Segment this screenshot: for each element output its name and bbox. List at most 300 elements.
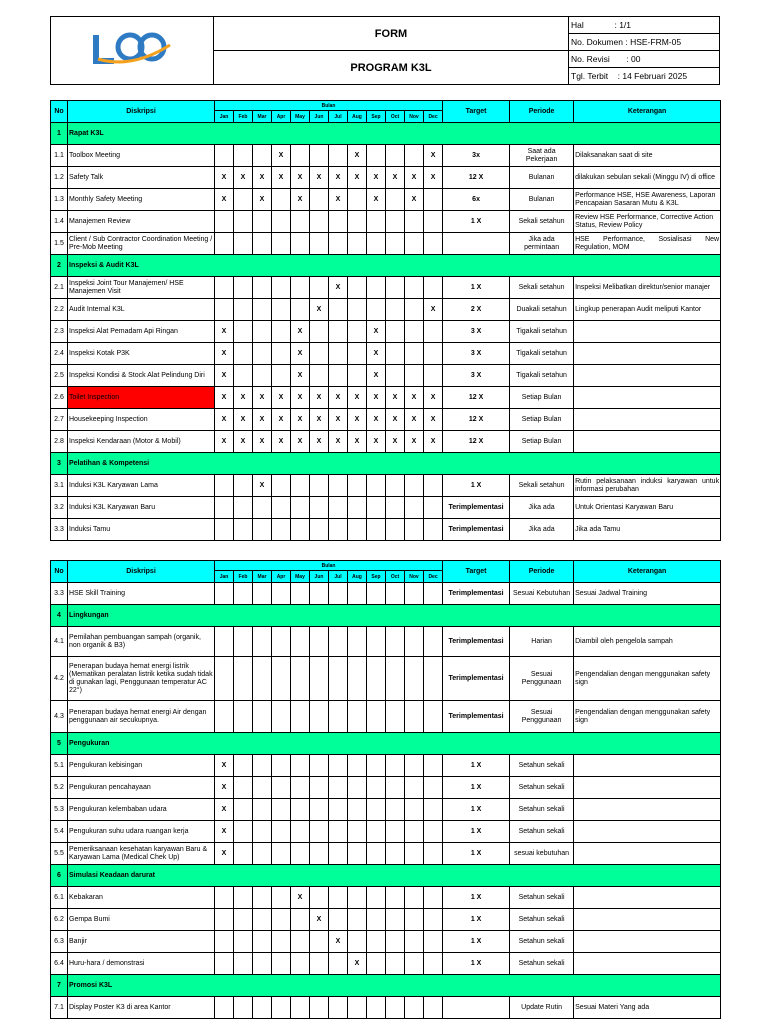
month-cell-apr: X <box>272 145 291 167</box>
item-number: 5.1 <box>51 755 68 777</box>
month-cell-sep <box>367 843 386 865</box>
month-cell-may <box>291 583 310 605</box>
item-target: 1 X <box>443 931 510 953</box>
item-keterangan <box>574 953 721 975</box>
month-cell-feb <box>234 953 253 975</box>
month-cell-aug <box>348 627 367 657</box>
month-cell-jul <box>329 701 348 733</box>
item-keterangan <box>574 387 721 409</box>
month-cell-oct <box>386 777 405 799</box>
month-cell-sep <box>367 931 386 953</box>
month-cell-dec <box>424 497 443 519</box>
item-target <box>443 233 510 255</box>
col-header-month-sep: Sep <box>367 111 386 123</box>
t2-item-row <box>51 627 721 657</box>
month-cell-sep: X <box>367 387 386 409</box>
month-cell-feb <box>234 931 253 953</box>
item-description: Inspeksi Kondisi & Stock Alat Pelindung Diri <box>68 365 215 387</box>
month-cell-jul <box>329 657 348 701</box>
month-cell-mar <box>253 953 272 975</box>
month-cell-feb <box>234 701 253 733</box>
item-target: 1 X <box>443 277 510 299</box>
item-description: Toolbox Meeting <box>68 145 215 167</box>
month-cell-jan <box>215 701 234 733</box>
item-periode: Sesuai Penggunaan <box>510 657 574 701</box>
month-cell-apr <box>272 701 291 733</box>
month-cell-aug <box>348 931 367 953</box>
month-cell-jun <box>310 583 329 605</box>
month-cell-oct <box>386 931 405 953</box>
month-cell-jun <box>310 777 329 799</box>
item-periode: Setahun sekali <box>510 909 574 931</box>
month-cell-apr <box>272 299 291 321</box>
month-cell-sep: X <box>367 321 386 343</box>
month-cell-mar <box>253 799 272 821</box>
month-cell-nov <box>405 777 424 799</box>
item-keterangan: Rutin pelaksanaan induksi karyawan untuk informasi perubahan <box>574 475 721 497</box>
item-keterangan: Pengendalian dengan menggunakan safety sign <box>574 701 721 733</box>
month-cell-dec <box>424 799 443 821</box>
item-target: 3 X <box>443 365 510 387</box>
item-target: 1 X <box>443 887 510 909</box>
month-cell-jul: X <box>329 167 348 189</box>
month-cell-dec <box>424 843 443 865</box>
month-cell-jul <box>329 755 348 777</box>
month-cell-feb <box>234 321 253 343</box>
month-cell-aug <box>348 583 367 605</box>
item-periode: Setahun sekali <box>510 799 574 821</box>
month-cell-dec <box>424 657 443 701</box>
item-keterangan <box>574 777 721 799</box>
month-cell-jun <box>310 701 329 733</box>
month-cell-nov: X <box>405 387 424 409</box>
month-cell-nov <box>405 475 424 497</box>
month-cell-oct <box>386 953 405 975</box>
month-cell-apr <box>272 321 291 343</box>
item-description: Penerapan budaya hemat energi Air dengan penggunaan air secukupnya. <box>68 701 215 733</box>
item-number: 6.3 <box>51 931 68 953</box>
month-cell-mar: X <box>253 189 272 211</box>
month-cell-jun <box>310 497 329 519</box>
month-cell-feb <box>234 755 253 777</box>
month-cell-aug <box>348 519 367 541</box>
item-periode: Setahun sekali <box>510 755 574 777</box>
section-title: Simulasi Keadaan darurat <box>68 865 721 887</box>
month-cell-mar <box>253 343 272 365</box>
item-keterangan: Inspeksi Melibatkan direktur/senior manajer <box>574 277 721 299</box>
month-cell-sep <box>367 519 386 541</box>
col-header-bulan: Bulan <box>215 561 443 571</box>
month-cell-apr <box>272 953 291 975</box>
item-number: 1.5 <box>51 233 68 255</box>
month-cell-oct <box>386 519 405 541</box>
month-cell-nov <box>405 583 424 605</box>
month-cell-nov <box>405 321 424 343</box>
item-target: 12 X <box>443 431 510 453</box>
month-cell-apr: X <box>272 167 291 189</box>
col-header-no: No <box>51 101 68 123</box>
month-cell-may <box>291 777 310 799</box>
month-cell-jan: X <box>215 821 234 843</box>
item-description: Penerapan budaya hemat energi listrik (Mematikan peralatan listrik ketika sudah tidak di gunakan lagi, Penggunaan temperatur AC 22°) <box>68 657 215 701</box>
month-cell-jul: X <box>329 189 348 211</box>
item-periode: Setahun sekali <box>510 777 574 799</box>
document-header <box>50 16 719 85</box>
item-periode: Tigakali setahun <box>510 365 574 387</box>
month-cell-jan <box>215 583 234 605</box>
month-cell-feb <box>234 299 253 321</box>
month-cell-apr <box>272 233 291 255</box>
t1-item-row <box>51 189 721 211</box>
col-header-month-jun: Jun <box>310 571 329 583</box>
section-number: 2 <box>51 255 68 277</box>
month-cell-apr <box>272 777 291 799</box>
month-cell-oct <box>386 365 405 387</box>
month-cell-apr <box>272 997 291 1019</box>
month-cell-oct <box>386 343 405 365</box>
month-cell-dec <box>424 277 443 299</box>
item-number: 1.2 <box>51 167 68 189</box>
item-periode: sesuai kebutuhan <box>510 843 574 865</box>
month-cell-mar <box>253 657 272 701</box>
month-cell-jul <box>329 497 348 519</box>
item-periode: Sekali setahun <box>510 277 574 299</box>
month-cell-jun <box>310 321 329 343</box>
month-cell-dec <box>424 211 443 233</box>
item-target: Terimplementasi <box>443 701 510 733</box>
item-periode: Update Rutin <box>510 997 574 1019</box>
month-cell-mar: X <box>253 167 272 189</box>
month-cell-apr <box>272 277 291 299</box>
month-cell-may <box>291 211 310 233</box>
month-cell-jan <box>215 475 234 497</box>
month-cell-dec: X <box>424 145 443 167</box>
month-cell-feb <box>234 277 253 299</box>
month-cell-nov <box>405 953 424 975</box>
month-cell-aug <box>348 321 367 343</box>
month-cell-oct <box>386 321 405 343</box>
month-cell-jun: X <box>310 409 329 431</box>
item-number: 5.3 <box>51 799 68 821</box>
month-cell-dec <box>424 233 443 255</box>
item-number: 2.1 <box>51 277 68 299</box>
col-header-month-apr: Apr <box>272 571 291 583</box>
month-cell-feb <box>234 211 253 233</box>
month-cell-aug <box>348 887 367 909</box>
month-cell-nov <box>405 145 424 167</box>
item-description: Inspeksi Joint Tour Manajemen/ HSE Manajemen Visit <box>68 277 215 299</box>
section-title: Lingkungan <box>68 605 721 627</box>
section-title: Pengukuran <box>68 733 721 755</box>
month-cell-jan <box>215 211 234 233</box>
month-cell-jun <box>310 887 329 909</box>
month-cell-mar <box>253 145 272 167</box>
month-cell-apr <box>272 475 291 497</box>
month-cell-mar <box>253 365 272 387</box>
item-target: 12 X <box>443 167 510 189</box>
month-cell-mar <box>253 627 272 657</box>
item-description: Client / Sub Contractor Coordination Meeting / Pre-Mob Meeting <box>68 233 215 255</box>
col-header-month-dec: Dec <box>424 571 443 583</box>
month-cell-nov <box>405 277 424 299</box>
item-description: Pengukuran suhu udara ruangan kerja <box>68 821 215 843</box>
month-cell-nov <box>405 497 424 519</box>
col-header-diskripsi: Diskripsi <box>68 561 215 583</box>
item-periode: Sesuai Kebutuhan <box>510 583 574 605</box>
month-cell-oct <box>386 997 405 1019</box>
item-description: Pengukuran pencahayaan <box>68 777 215 799</box>
item-target: 1 X <box>443 475 510 497</box>
section-number: 6 <box>51 865 68 887</box>
month-cell-sep <box>367 277 386 299</box>
month-cell-may <box>291 701 310 733</box>
item-number: 2.2 <box>51 299 68 321</box>
month-cell-jun <box>310 627 329 657</box>
item-number: 2.5 <box>51 365 68 387</box>
item-keterangan <box>574 909 721 931</box>
month-cell-feb <box>234 365 253 387</box>
item-target: Terimplementasi <box>443 627 510 657</box>
t1-item-row <box>51 277 721 299</box>
month-cell-dec <box>424 627 443 657</box>
month-cell-jan: X <box>215 777 234 799</box>
col-header-month-mar: Mar <box>253 111 272 123</box>
item-description: HSE Skill Training <box>68 583 215 605</box>
t1-item-row <box>51 321 721 343</box>
month-cell-apr <box>272 519 291 541</box>
month-cell-sep <box>367 583 386 605</box>
month-cell-apr <box>272 821 291 843</box>
month-cell-jun <box>310 343 329 365</box>
month-cell-may <box>291 821 310 843</box>
month-cell-feb <box>234 343 253 365</box>
item-number: 3.2 <box>51 497 68 519</box>
month-cell-apr <box>272 343 291 365</box>
month-cell-jan: X <box>215 755 234 777</box>
month-cell-jun: X <box>310 167 329 189</box>
month-cell-sep <box>367 821 386 843</box>
t1-item-row <box>51 365 721 387</box>
section-title: Pelatihan & Kompetensi <box>68 453 721 475</box>
t2-item-row <box>51 701 721 733</box>
item-number: 5.5 <box>51 843 68 865</box>
month-cell-feb <box>234 519 253 541</box>
item-keterangan: dilakukan sebulan sekali (Minggu IV) di office <box>574 167 721 189</box>
item-target: 1 X <box>443 211 510 233</box>
month-cell-sep <box>367 299 386 321</box>
month-cell-jul: X <box>329 431 348 453</box>
month-cell-dec <box>424 583 443 605</box>
month-cell-dec <box>424 953 443 975</box>
month-cell-dec <box>424 343 443 365</box>
month-cell-dec <box>424 997 443 1019</box>
t1-item-row <box>51 497 721 519</box>
month-cell-jan <box>215 277 234 299</box>
item-target: Terimplementasi <box>443 519 510 541</box>
item-description: Huru-hara / demonstrasi <box>68 953 215 975</box>
item-keterangan: Pengendalian dengan menggunakan safety sign <box>574 657 721 701</box>
month-cell-apr <box>272 583 291 605</box>
month-cell-nov <box>405 627 424 657</box>
item-number: 4.2 <box>51 657 68 701</box>
month-cell-aug <box>348 755 367 777</box>
t2-item-row <box>51 909 721 931</box>
item-keterangan <box>574 931 721 953</box>
month-cell-dec <box>424 189 443 211</box>
month-cell-apr <box>272 497 291 519</box>
month-cell-may <box>291 519 310 541</box>
month-cell-nov <box>405 299 424 321</box>
month-cell-feb <box>234 233 253 255</box>
month-cell-jan <box>215 953 234 975</box>
month-cell-apr <box>272 909 291 931</box>
month-cell-mar <box>253 821 272 843</box>
item-target <box>443 997 510 1019</box>
month-cell-dec: X <box>424 409 443 431</box>
col-header-month-aug: Aug <box>348 571 367 583</box>
month-cell-jan: X <box>215 365 234 387</box>
month-cell-feb: X <box>234 387 253 409</box>
month-cell-jul: X <box>329 277 348 299</box>
month-cell-jun <box>310 997 329 1019</box>
month-cell-aug <box>348 997 367 1019</box>
month-cell-sep <box>367 799 386 821</box>
month-cell-apr: X <box>272 387 291 409</box>
item-number: 4.1 <box>51 627 68 657</box>
month-cell-feb <box>234 657 253 701</box>
month-cell-apr <box>272 887 291 909</box>
t1-item-row <box>51 211 721 233</box>
section-title: Inspeksi & Audit K3L <box>68 255 721 277</box>
program-label: PROGRAM K3L <box>214 51 569 85</box>
col-header-no: No <box>51 561 68 583</box>
item-number: 3.1 <box>51 475 68 497</box>
month-cell-mar: X <box>253 431 272 453</box>
item-keterangan <box>574 343 721 365</box>
t1-item-row <box>51 519 721 541</box>
month-cell-may <box>291 233 310 255</box>
month-cell-jan: X <box>215 189 234 211</box>
t1-item-row <box>51 299 721 321</box>
item-target: Terimplementasi <box>443 497 510 519</box>
item-keterangan <box>574 755 721 777</box>
month-cell-mar: X <box>253 475 272 497</box>
month-cell-jan: X <box>215 167 234 189</box>
month-cell-jan <box>215 497 234 519</box>
item-keterangan <box>574 821 721 843</box>
meta-no-dokumen: No. Dokumen : HSE-FRM-05 <box>569 34 720 51</box>
month-cell-dec <box>424 519 443 541</box>
form-label: FORM <box>214 17 569 51</box>
month-cell-sep <box>367 887 386 909</box>
col-header-month-sep: Sep <box>367 571 386 583</box>
t2-item-row <box>51 583 721 605</box>
section-number: 5 <box>51 733 68 755</box>
month-cell-aug <box>348 189 367 211</box>
col-header-month-jun: Jun <box>310 111 329 123</box>
item-description: Monthly Safety Meeting <box>68 189 215 211</box>
section-number: 1 <box>51 123 68 145</box>
month-cell-jul <box>329 953 348 975</box>
month-cell-jun <box>310 953 329 975</box>
col-header-periode: Periode <box>510 561 574 583</box>
month-cell-oct <box>386 145 405 167</box>
month-cell-feb <box>234 887 253 909</box>
month-cell-oct: X <box>386 409 405 431</box>
month-cell-jan <box>215 931 234 953</box>
month-cell-sep: X <box>367 167 386 189</box>
month-cell-jul <box>329 365 348 387</box>
t1-section-row <box>51 453 721 475</box>
t1-item-row <box>51 343 721 365</box>
item-target: 6x <box>443 189 510 211</box>
item-description: Housekeeping Inspection <box>68 409 215 431</box>
item-periode: Saat ada Pekerjaan <box>510 145 574 167</box>
item-periode: Jika ada permintaan <box>510 233 574 255</box>
col-header-month-nov: Nov <box>405 571 424 583</box>
month-cell-jun <box>310 931 329 953</box>
item-target: 2 X <box>443 299 510 321</box>
item-keterangan <box>574 365 721 387</box>
col-header-month-mar: Mar <box>253 571 272 583</box>
month-cell-dec: X <box>424 431 443 453</box>
month-cell-nov <box>405 887 424 909</box>
col-header-month-jul: Jul <box>329 111 348 123</box>
month-cell-oct <box>386 475 405 497</box>
month-cell-oct <box>386 189 405 211</box>
month-cell-oct <box>386 909 405 931</box>
month-cell-oct <box>386 627 405 657</box>
month-cell-nov <box>405 755 424 777</box>
month-cell-jul <box>329 299 348 321</box>
item-number: 2.3 <box>51 321 68 343</box>
col-header-month-oct: Oct <box>386 571 405 583</box>
month-cell-feb: X <box>234 167 253 189</box>
month-cell-oct <box>386 497 405 519</box>
item-keterangan <box>574 887 721 909</box>
item-keterangan <box>574 799 721 821</box>
item-description: Banjir <box>68 931 215 953</box>
month-cell-may <box>291 475 310 497</box>
month-cell-feb <box>234 843 253 865</box>
month-cell-oct: X <box>386 167 405 189</box>
month-cell-sep <box>367 953 386 975</box>
item-description: Induksi Tamu <box>68 519 215 541</box>
item-keterangan <box>574 431 721 453</box>
month-cell-jul <box>329 233 348 255</box>
month-cell-aug: X <box>348 409 367 431</box>
t2-item-row <box>51 997 721 1019</box>
month-cell-sep <box>367 627 386 657</box>
month-cell-may <box>291 931 310 953</box>
month-cell-dec <box>424 909 443 931</box>
month-cell-jan <box>215 145 234 167</box>
item-periode: Setahun sekali <box>510 953 574 975</box>
item-periode: Sekali setahun <box>510 475 574 497</box>
month-cell-oct <box>386 211 405 233</box>
item-target: Terimplementasi <box>443 657 510 701</box>
month-cell-jun <box>310 755 329 777</box>
month-cell-feb <box>234 799 253 821</box>
month-cell-sep <box>367 755 386 777</box>
month-cell-aug <box>348 777 367 799</box>
month-cell-oct <box>386 821 405 843</box>
month-cell-nov: X <box>405 167 424 189</box>
item-keterangan: Performance HSE, HSE Awareness, Laporan Pencapaian Sasaran Mutu & K3L <box>574 189 721 211</box>
item-number: 6.4 <box>51 953 68 975</box>
item-periode: Setahun sekali <box>510 821 574 843</box>
item-number: 1.1 <box>51 145 68 167</box>
